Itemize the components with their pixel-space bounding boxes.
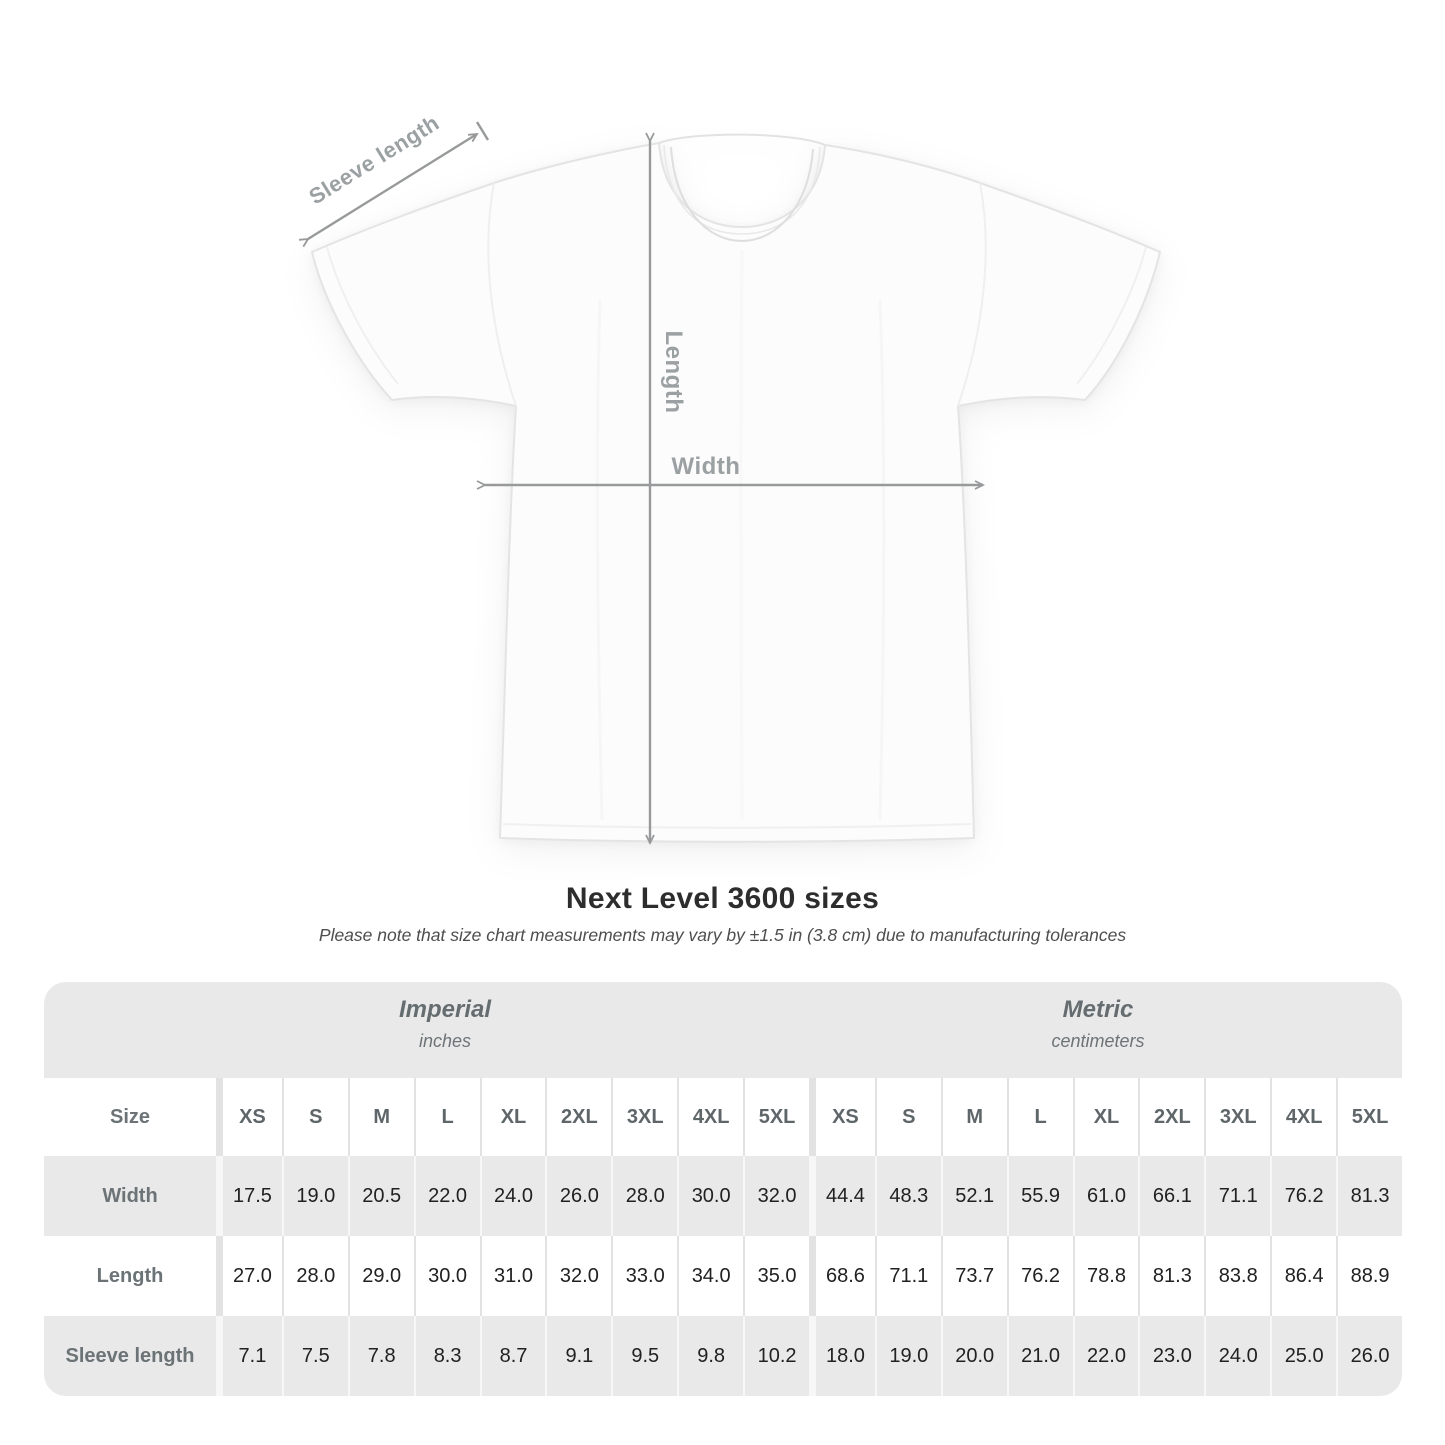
metric-unit-label: centimeters xyxy=(1051,1031,1145,1051)
size-header-cell: M xyxy=(941,1078,1007,1156)
value-cell: 78.8 xyxy=(1073,1236,1139,1316)
size-header-cell: XS xyxy=(809,1078,875,1156)
value-cell: 9.5 xyxy=(611,1316,677,1396)
row-label: Width xyxy=(102,1184,158,1207)
value-cell: 52.1 xyxy=(941,1156,1007,1236)
row-label: Size xyxy=(109,1105,151,1128)
size-header-cell: S xyxy=(282,1078,348,1156)
imperial-unit-label: inches xyxy=(418,1031,472,1051)
value-cell: 20.5 xyxy=(348,1156,414,1236)
row-label: Sleeve length xyxy=(65,1344,195,1367)
metric-label: Metric xyxy=(1062,996,1134,1023)
value-cell: 7.8 xyxy=(348,1316,414,1396)
tshirt-illustration xyxy=(312,135,1160,842)
size-header-cell: 3XL xyxy=(611,1078,677,1156)
value-cell: 26.0 xyxy=(1336,1316,1402,1396)
size-header-cell: M xyxy=(348,1078,414,1156)
imperial-header xyxy=(399,996,491,1052)
value-cell: 35.0 xyxy=(743,1236,809,1316)
value-cell: 81.3 xyxy=(1336,1156,1402,1236)
size-table xyxy=(44,982,1402,1396)
value-cell: 27.0 xyxy=(216,1236,282,1316)
data-row-sleeve-length xyxy=(44,1316,1402,1396)
value-cell: 61.0 xyxy=(1073,1156,1139,1236)
size-header-cell: 2XL xyxy=(1138,1078,1204,1156)
value-cell: 8.7 xyxy=(480,1316,546,1396)
value-cell: 28.0 xyxy=(611,1156,677,1236)
value-cell: 29.0 xyxy=(348,1236,414,1316)
size-header-cell: 2XL xyxy=(545,1078,611,1156)
imperial-label: Imperial xyxy=(398,996,492,1023)
size-header-row xyxy=(44,1078,1402,1156)
value-cell: 10.2 xyxy=(743,1316,809,1396)
value-cell: 7.5 xyxy=(282,1316,348,1396)
value-cell: 66.1 xyxy=(1138,1156,1204,1236)
sleeve-arrow-tick xyxy=(477,122,488,140)
value-cell: 22.0 xyxy=(1073,1316,1139,1396)
unit-header-band xyxy=(44,982,1402,1078)
size-header-cell: 5XL xyxy=(743,1078,809,1156)
value-cell: 34.0 xyxy=(677,1236,743,1316)
value-cell: 76.2 xyxy=(1270,1156,1336,1236)
value-cell: 28.0 xyxy=(282,1236,348,1316)
value-cell: 19.0 xyxy=(282,1156,348,1236)
value-cell: 9.8 xyxy=(677,1316,743,1396)
size-header-cell: XL xyxy=(480,1078,546,1156)
value-cell: 71.1 xyxy=(1204,1156,1270,1236)
value-cell: 30.0 xyxy=(414,1236,480,1316)
size-header-cell: S xyxy=(875,1078,941,1156)
value-cell: 83.8 xyxy=(1204,1236,1270,1316)
value-cell: 86.4 xyxy=(1270,1236,1336,1316)
value-cell: 23.0 xyxy=(1138,1316,1204,1396)
width-label: Width xyxy=(671,453,741,480)
size-header-cell: 4XL xyxy=(677,1078,743,1156)
page-title: Next Level 3600 sizes xyxy=(565,882,880,915)
value-cell: 48.3 xyxy=(875,1156,941,1236)
value-cell: 7.1 xyxy=(216,1316,282,1396)
value-cell: 32.0 xyxy=(743,1156,809,1236)
size-header-cell: L xyxy=(1007,1078,1073,1156)
size-table-rows xyxy=(44,1078,1402,1396)
size-header-cell: XL xyxy=(1073,1078,1139,1156)
size-header-cell: L xyxy=(414,1078,480,1156)
value-cell: 24.0 xyxy=(1204,1316,1270,1396)
value-cell: 68.6 xyxy=(809,1236,875,1316)
value-cell: 26.0 xyxy=(545,1156,611,1236)
value-cell: 33.0 xyxy=(611,1236,677,1316)
sleeve-length-label: Sleeve length xyxy=(304,109,444,210)
value-cell: 19.0 xyxy=(875,1316,941,1396)
value-cell: 9.1 xyxy=(545,1316,611,1396)
value-cell: 25.0 xyxy=(1270,1316,1336,1396)
value-cell: 31.0 xyxy=(480,1236,546,1316)
value-cell: 32.0 xyxy=(545,1236,611,1316)
size-header-cell: 5XL xyxy=(1336,1078,1402,1156)
value-cell: 8.3 xyxy=(414,1316,480,1396)
value-cell: 81.3 xyxy=(1138,1236,1204,1316)
value-cell: 20.0 xyxy=(941,1316,1007,1396)
metric-header xyxy=(1051,996,1144,1052)
value-cell: 71.1 xyxy=(875,1236,941,1316)
data-row-length xyxy=(44,1236,1402,1316)
value-cell: 44.4 xyxy=(809,1156,875,1236)
value-cell: 22.0 xyxy=(414,1156,480,1236)
value-cell: 21.0 xyxy=(1007,1316,1073,1396)
value-cell: 73.7 xyxy=(941,1236,1007,1316)
size-header-cell: XS xyxy=(216,1078,282,1156)
value-cell: 30.0 xyxy=(677,1156,743,1236)
value-cell: 55.9 xyxy=(1007,1156,1073,1236)
length-label: Length xyxy=(660,330,687,414)
row-label: Length xyxy=(96,1264,164,1287)
value-cell: 76.2 xyxy=(1007,1236,1073,1316)
data-row-width xyxy=(44,1156,1402,1236)
size-header-cell: 3XL xyxy=(1204,1078,1270,1156)
value-cell: 88.9 xyxy=(1336,1236,1402,1316)
size-header-cell: 4XL xyxy=(1270,1078,1336,1156)
value-cell: 17.5 xyxy=(216,1156,282,1236)
value-cell: 24.0 xyxy=(480,1156,546,1236)
value-cell: 18.0 xyxy=(809,1316,875,1396)
tolerance-note: Please note that size chart measurements may vary by ±1.5 in (3.8 cm) due to manufacturing tolerances xyxy=(318,925,1127,945)
